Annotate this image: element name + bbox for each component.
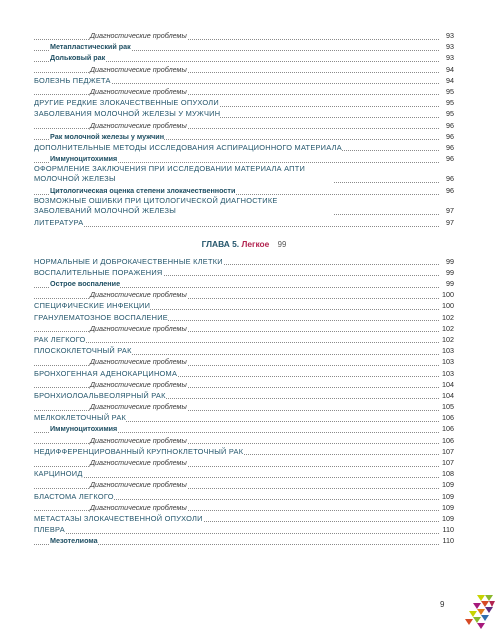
toc-entry-title: ЛИТЕРАТУРА bbox=[34, 218, 84, 228]
toc-entry-title: Диагностические проблемы bbox=[90, 435, 187, 445]
toc-entry[interactable] bbox=[34, 164, 454, 185]
toc-entry-title: Иммуноцитохимия bbox=[50, 154, 118, 164]
toc-entry-page: 103 bbox=[442, 368, 454, 378]
toc-entry[interactable] bbox=[34, 41, 454, 52]
toc-entry-title: Диагностические проблемы bbox=[90, 31, 187, 40]
toc-entry[interactable] bbox=[34, 108, 454, 119]
toc-entry[interactable] bbox=[34, 75, 454, 86]
toc-entry-page: 96 bbox=[446, 120, 454, 130]
toc-entry-page: 97 bbox=[446, 218, 454, 228]
toc-entry[interactable] bbox=[34, 513, 454, 524]
toc-entry[interactable] bbox=[34, 457, 454, 468]
toc-entry[interactable] bbox=[34, 120, 454, 131]
toc-entry[interactable] bbox=[34, 468, 454, 479]
toc-entry-page: 110 bbox=[442, 525, 454, 535]
toc-entry-title: ОФОРМЛЕНИЕ ЗАКЛЮЧЕНИЯ ПРИ ИССЛЕДОВАНИИ МАТЕРИАЛА АПТИ МОЛОЧНОЙ ЖЕЛЕЗЫ bbox=[34, 164, 334, 183]
chapter-prefix: ГЛАВА 5. bbox=[201, 238, 240, 249]
toc-entry[interactable] bbox=[34, 479, 454, 490]
toc-entry-page: 106 bbox=[442, 424, 454, 434]
toc-entry[interactable] bbox=[34, 390, 454, 401]
toc-entry-title: БРОНХОГЕННАЯ АДЕНОКАРЦИНОМА bbox=[34, 368, 178, 378]
toc-entry-title: Иммуноцитохимия bbox=[50, 424, 118, 434]
chapter-name: Легкое bbox=[241, 238, 270, 249]
toc-entry-page: 96 bbox=[446, 186, 454, 196]
toc-entry-title: НОРМАЛЬНЫЕ И ДОБРОКАЧЕСТВЕННЫЕ КЛЕТКИ bbox=[34, 256, 223, 266]
toc-entry-page: 102 bbox=[442, 323, 454, 333]
toc-entry-title: ЗАБОЛЕВАНИЯ МОЛОЧНОЙ ЖЕЛЕЗЫ У МУЖЧИН bbox=[34, 109, 221, 119]
toc-entry-title: Диагностические проблемы bbox=[90, 323, 187, 333]
toc-entry[interactable] bbox=[34, 368, 454, 379]
toc-entry-page: 94 bbox=[446, 75, 454, 85]
toc-entry-page: 95 bbox=[446, 86, 454, 96]
toc-entry[interactable] bbox=[34, 153, 454, 164]
page-number: 9 bbox=[440, 600, 445, 609]
toc-entry-page: 109 bbox=[442, 480, 454, 490]
toc-entry-title: БОЛЕЗНЬ ПЕДЖЕТА bbox=[34, 75, 111, 85]
toc-entry-page: 95 bbox=[446, 98, 454, 108]
toc-entry[interactable] bbox=[34, 535, 454, 546]
toc-entry[interactable] bbox=[34, 412, 454, 423]
dot-leader bbox=[34, 226, 439, 227]
toc-entry-title: Дольковый рак bbox=[50, 53, 106, 63]
toc-entry-page: 103 bbox=[442, 357, 454, 367]
toc-entry[interactable] bbox=[34, 323, 454, 334]
toc-entry-page: 99 bbox=[446, 256, 454, 266]
toc-entry[interactable] bbox=[34, 289, 454, 300]
toc-entry-page: 109 bbox=[442, 502, 454, 512]
chapter-heading[interactable] bbox=[34, 237, 454, 251]
toc-entry-page: 99 bbox=[446, 279, 454, 288]
toc-entry[interactable] bbox=[34, 267, 454, 278]
toc-entry[interactable] bbox=[34, 334, 454, 345]
toc-entry-page: 109 bbox=[442, 513, 454, 523]
toc-entry-title: Диагностические проблемы bbox=[90, 480, 187, 490]
toc-entry-page: 96 bbox=[446, 154, 454, 164]
toc-entry-page: 99 bbox=[446, 267, 454, 277]
toc-entry-page: 105 bbox=[442, 402, 454, 412]
toc-entry-title: ДОПОЛНИТЕЛЬНЫЕ МЕТОДЫ ИССЛЕДОВАНИЯ АСПИРАЦИОННОГО МАТЕРИАЛА bbox=[34, 142, 342, 152]
toc-entry-page: 107 bbox=[442, 446, 454, 456]
toc-entry[interactable] bbox=[34, 30, 454, 41]
toc-entry-page: 106 bbox=[442, 435, 454, 445]
toc-section-breast bbox=[34, 30, 454, 229]
toc-entry-title: ПЛЕВРА bbox=[34, 525, 65, 535]
toc-entry-title: Диагностические проблемы bbox=[90, 120, 187, 130]
toc-entry-page: 108 bbox=[442, 469, 454, 479]
toc-entry[interactable] bbox=[34, 312, 454, 323]
toc-entry[interactable] bbox=[34, 217, 454, 228]
toc-entry-page: 95 bbox=[446, 109, 454, 119]
toc-entry-title: Острое воспаление bbox=[50, 279, 121, 288]
toc-entry-title: Диагностические проблемы bbox=[90, 290, 187, 300]
toc-entry-page: 94 bbox=[446, 64, 454, 74]
toc-entry[interactable] bbox=[34, 524, 454, 535]
toc-entry-page: 100 bbox=[442, 290, 454, 300]
toc-entry-page: 100 bbox=[442, 301, 454, 311]
toc-entry-page: 104 bbox=[442, 390, 454, 400]
toc-entry[interactable] bbox=[34, 97, 454, 108]
toc-entry-page: 102 bbox=[442, 334, 454, 344]
toc-entry-title: Диагностические проблемы bbox=[90, 458, 187, 467]
toc-entry-page: 109 bbox=[442, 491, 454, 501]
toc-entry-page: 93 bbox=[446, 31, 454, 40]
toc-entry[interactable] bbox=[34, 142, 454, 153]
toc-entry[interactable] bbox=[34, 131, 454, 142]
toc-entry-title: Метапластический рак bbox=[50, 42, 131, 52]
toc-entry-title: ПЛОСКОКЛЕТОЧНЫЙ РАК bbox=[34, 346, 132, 356]
toc-entry[interactable] bbox=[34, 345, 454, 356]
toc-entry-title: Мезотелиома bbox=[50, 536, 98, 546]
toc-entry-title: Рак молочной железы у мужчин bbox=[50, 131, 165, 141]
toc-entry-page: 96 bbox=[446, 131, 454, 141]
toc-entry-page: 93 bbox=[446, 42, 454, 52]
toc-entry-title: Диагностические проблемы bbox=[90, 379, 187, 389]
toc-entry[interactable] bbox=[34, 446, 454, 457]
toc-entry-page: 102 bbox=[442, 312, 454, 322]
toc-entry-title: КАРЦИНОИД bbox=[34, 469, 83, 479]
toc-entry[interactable] bbox=[34, 256, 454, 267]
toc-entry-title: ГРАНУЛЕМАТОЗНОЕ ВОСПАЛЕНИЕ bbox=[34, 312, 168, 322]
toc-entry-page: 110 bbox=[442, 536, 454, 546]
toc-entry[interactable] bbox=[34, 491, 454, 502]
toc-entry-title: ДРУГИЕ РЕДКИЕ ЗЛОКАЧЕСТВЕННЫЕ ОПУХОЛИ bbox=[34, 98, 219, 108]
toc-entry-page: 96 bbox=[446, 142, 454, 152]
toc-entry-title: Диагностические проблемы bbox=[90, 502, 187, 512]
toc-entry-title: МЕТАСТАЗЫ ЗЛОКАЧЕСТВЕННОЙ ОПУХОЛИ bbox=[34, 513, 203, 523]
toc-entry[interactable] bbox=[34, 356, 454, 367]
toc-entry-page: 104 bbox=[442, 379, 454, 389]
toc-entry-page: 93 bbox=[446, 53, 454, 63]
toc-entry-title: СПЕЦИФИЧЕСКИЕ ИНФЕКЦИИ bbox=[34, 301, 151, 311]
toc-entry-page: 107 bbox=[442, 458, 454, 467]
toc-entry[interactable] bbox=[34, 379, 454, 390]
toc-entry[interactable] bbox=[34, 86, 454, 97]
toc-entry-page: 97 bbox=[446, 206, 454, 216]
toc-entry-title: БРОНХИОЛОАЛЬВЕОЛЯРНЫЙ РАК bbox=[34, 390, 166, 400]
toc-entry-title: БЛАСТОМА ЛЕГКОГО bbox=[34, 491, 114, 501]
toc-entry-title: Диагностические проблемы bbox=[90, 357, 187, 367]
toc-entry[interactable] bbox=[34, 64, 454, 75]
toc-section-lung bbox=[34, 256, 454, 547]
toc-entry[interactable] bbox=[34, 423, 454, 434]
toc-entry-title: МЕЛКОКЛЕТОЧНЫЙ РАК bbox=[34, 413, 127, 423]
corner-decoration-icon bbox=[455, 589, 495, 629]
chapter-page: 99 bbox=[277, 239, 287, 249]
toc-entry-title: РАК ЛЕГКОГО bbox=[34, 334, 86, 344]
toc-entry-title: Цитологическая оценка степени злокачественности bbox=[50, 186, 236, 196]
toc-entry[interactable] bbox=[34, 401, 454, 412]
toc-entry-title: Диагностические проблемы bbox=[90, 402, 187, 412]
toc-entry[interactable] bbox=[34, 278, 454, 289]
toc-entry-title: НЕДИФФЕРЕНЦИРОВАННЫЙ КРУПНОКЛЕТОЧНЫЙ РАК bbox=[34, 446, 244, 456]
toc-entry-title: Диагностические проблемы bbox=[90, 86, 187, 96]
toc-entry-title: Диагностические проблемы bbox=[90, 64, 187, 74]
toc-entry-page: 106 bbox=[442, 413, 454, 423]
toc-entry-title: ВОСПАЛИТЕЛЬНЫЕ ПОРАЖЕНИЯ bbox=[34, 267, 163, 277]
toc-entry-page: 103 bbox=[442, 346, 454, 356]
toc-entry[interactable] bbox=[34, 185, 454, 196]
toc-entry[interactable] bbox=[34, 435, 454, 446]
toc-entry-page: 96 bbox=[446, 174, 454, 184]
dot-leader bbox=[34, 477, 439, 478]
dot-leader bbox=[34, 533, 439, 534]
toc-entry[interactable] bbox=[34, 196, 454, 217]
toc-entry[interactable] bbox=[34, 300, 454, 311]
toc-entry[interactable] bbox=[34, 52, 454, 63]
toc-entry-title: ВОЗМОЖНЫЕ ОШИБКИ ПРИ ЦИТОЛОГИЧЕСКОЙ ДИАГНОСТИКЕ ЗАБОЛЕВАНИЙ МОЛОЧНОЙ ЖЕЛЕЗЫ bbox=[34, 196, 334, 215]
dot-leader bbox=[34, 342, 439, 343]
table-of-contents bbox=[34, 30, 454, 547]
toc-entry[interactable] bbox=[34, 502, 454, 513]
